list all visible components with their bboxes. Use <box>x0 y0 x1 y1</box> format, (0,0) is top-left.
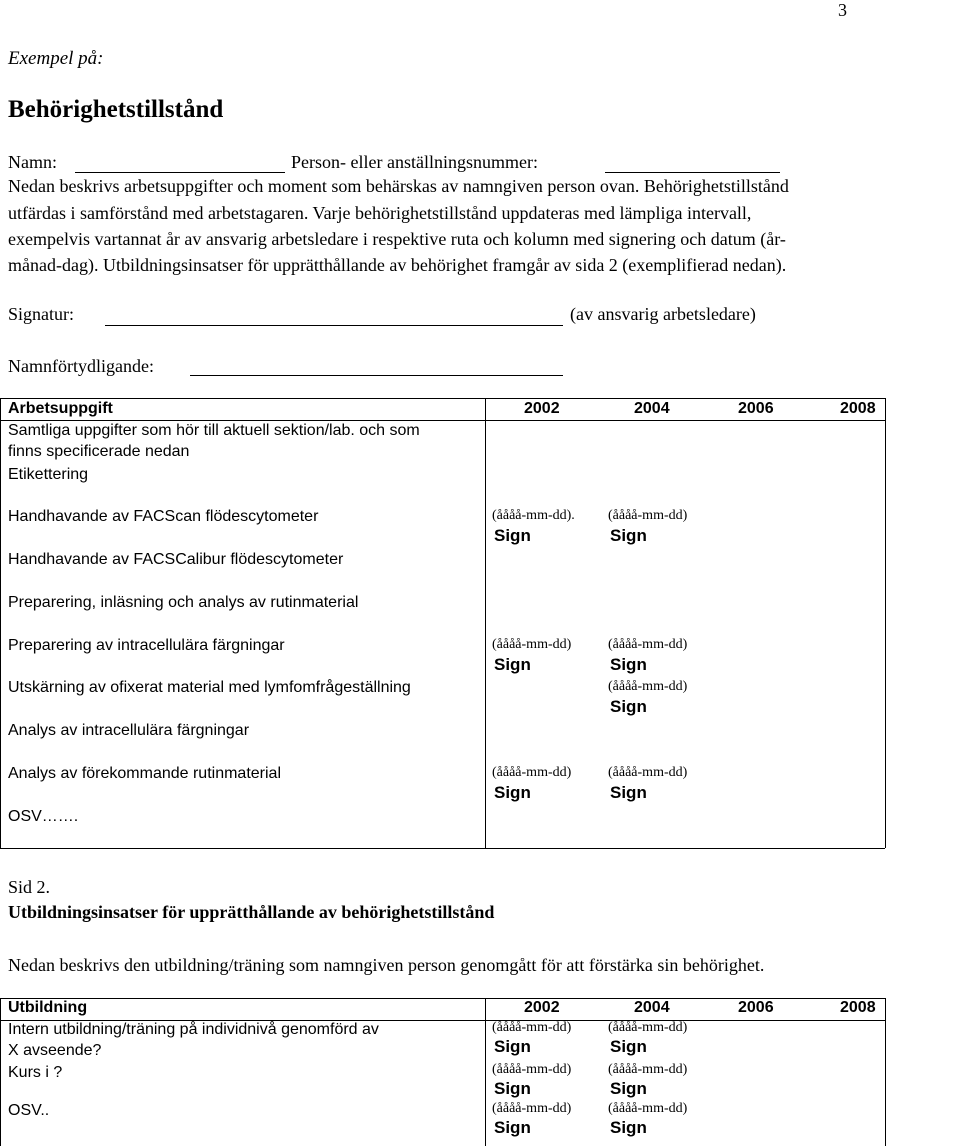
signature-label: Signatur: <box>8 304 74 324</box>
sign-2004: Sign <box>610 526 647 545</box>
table2-header-2004: 2004 <box>634 999 670 1016</box>
person-number-field[interactable] <box>605 172 780 173</box>
table2-header-2006: 2006 <box>738 999 774 1016</box>
page-title: Behörighetstillstånd <box>8 96 224 123</box>
sign-2004: Sign <box>610 697 647 716</box>
date-2004: (åååå-mm-dd) <box>608 1020 688 1035</box>
sign-2002: Sign <box>494 1118 531 1137</box>
clarification-field[interactable] <box>190 375 563 376</box>
intro-line-2: utfärdas i samförstånd med arbetstagaren. Varje behörighetstillstånd uppdateras med lämpliga intervall, <box>8 203 752 223</box>
training-etc: OSV.. <box>8 1102 50 1119</box>
intro-line-4: månad-dag). Utbildningsinsatser för upprätthållande av behörighet framgår av sida 2 (exemplifierad nedan). <box>8 255 787 275</box>
task-facscan: Handhavande av FACScan flödescytometer <box>8 508 319 525</box>
date-2002: (åååå-mm-dd) <box>492 1101 572 1116</box>
task-intracellular-prep: Preparering av intracellulära färgningar <box>8 637 285 654</box>
task-etc: OSV……. <box>8 808 79 825</box>
signature-note: (av ansvarig arbetsledare) <box>570 304 756 324</box>
sign-2004: Sign <box>610 1079 647 1098</box>
date-2002: (åååå-mm-dd) <box>492 637 572 652</box>
table-header-2004: 2004 <box>634 400 670 417</box>
table-header-2002: 2002 <box>524 400 560 417</box>
task-all-cont: finns specificerade nedan <box>8 443 190 460</box>
page-number: 3 <box>838 0 847 20</box>
date-2004: (åååå-mm-dd) <box>608 508 688 523</box>
task-all: Samtliga uppgifter som hör till aktuell sektion/lab. och som <box>8 422 420 439</box>
date-2004: (åååå-mm-dd) <box>608 637 688 652</box>
date-2002: (åååå-mm-dd) <box>492 1020 572 1035</box>
date-2004: (åååå-mm-dd) <box>608 1101 688 1116</box>
table2-header-2002: 2002 <box>524 999 560 1016</box>
sign-2002: Sign <box>494 1079 531 1098</box>
task-routine-prep: Preparering, inläsning och analys av rutinmaterial <box>8 594 359 611</box>
task-intracellular-analysis: Analys av intracellulära färgningar <box>8 722 250 739</box>
training-course: Kurs i ? <box>8 1064 63 1081</box>
example-label: Exempel på: <box>8 48 104 69</box>
training-internal-cont: X avseende? <box>8 1042 102 1059</box>
task-labeling: Etikettering <box>8 466 89 483</box>
sign-2004: Sign <box>610 1118 647 1137</box>
intro-line-1: Nedan beskrivs arbetsuppgifter och moment som behärskas av namngiven person ovan. Behörighetstillstånd <box>8 176 789 196</box>
signature-field[interactable] <box>105 325 563 326</box>
sign-2002: Sign <box>494 526 531 545</box>
sign-2002: Sign <box>494 1037 531 1056</box>
sign-2004: Sign <box>610 1037 647 1056</box>
name-field[interactable] <box>75 172 285 173</box>
task-facscalibur: Handhavande av FACSCalibur flödescytometer <box>8 551 344 568</box>
intro-line-3: exempelvis vartannat år av ansvarig arbetsledare i respektive ruta och kolumn med signering och datum (år- <box>8 229 786 249</box>
table2-header-training: Utbildning <box>8 999 88 1016</box>
table-header-2008: 2008 <box>840 400 876 417</box>
sign-2002: Sign <box>494 783 531 802</box>
date-2004: (åååå-mm-dd) <box>608 765 688 780</box>
name-label: Namn: <box>8 152 57 172</box>
training-internal: Intern utbildning/träning på individnivå genomförd av <box>8 1021 379 1038</box>
task-routine-analysis: Analys av förekommande rutinmaterial <box>8 765 282 782</box>
sign-2004: Sign <box>610 783 647 802</box>
sign-2002: Sign <box>494 655 531 674</box>
date-2004: (åååå-mm-dd) <box>608 679 688 694</box>
table-header-task: Arbetsuppgift <box>8 400 113 417</box>
date-2002: (åååå-mm-dd) <box>492 765 572 780</box>
date-2004: (åååå-mm-dd) <box>608 1062 688 1077</box>
clarification-label: Namnförtydligande: <box>8 356 154 376</box>
date-2002: (åååå-mm-dd). <box>492 508 575 523</box>
page2-label: Sid 2. <box>8 877 51 897</box>
person-number-label: Person- eller anställningsnummer: <box>291 152 538 172</box>
table-header-2006: 2006 <box>738 400 774 417</box>
date-2002: (åååå-mm-dd) <box>492 1062 572 1077</box>
table2-header-2008: 2008 <box>840 999 876 1016</box>
page2-intro: Nedan beskrivs den utbildning/träning som namngiven person genomgått för att förstärka sin behörighet. <box>8 955 765 975</box>
sign-2004: Sign <box>610 655 647 674</box>
page2-title: Utbildningsinsatser för upprätthållande av behörighetstillstånd <box>8 902 495 922</box>
task-cutting: Utskärning av ofixerat material med lymfomfrågeställning <box>8 679 411 696</box>
